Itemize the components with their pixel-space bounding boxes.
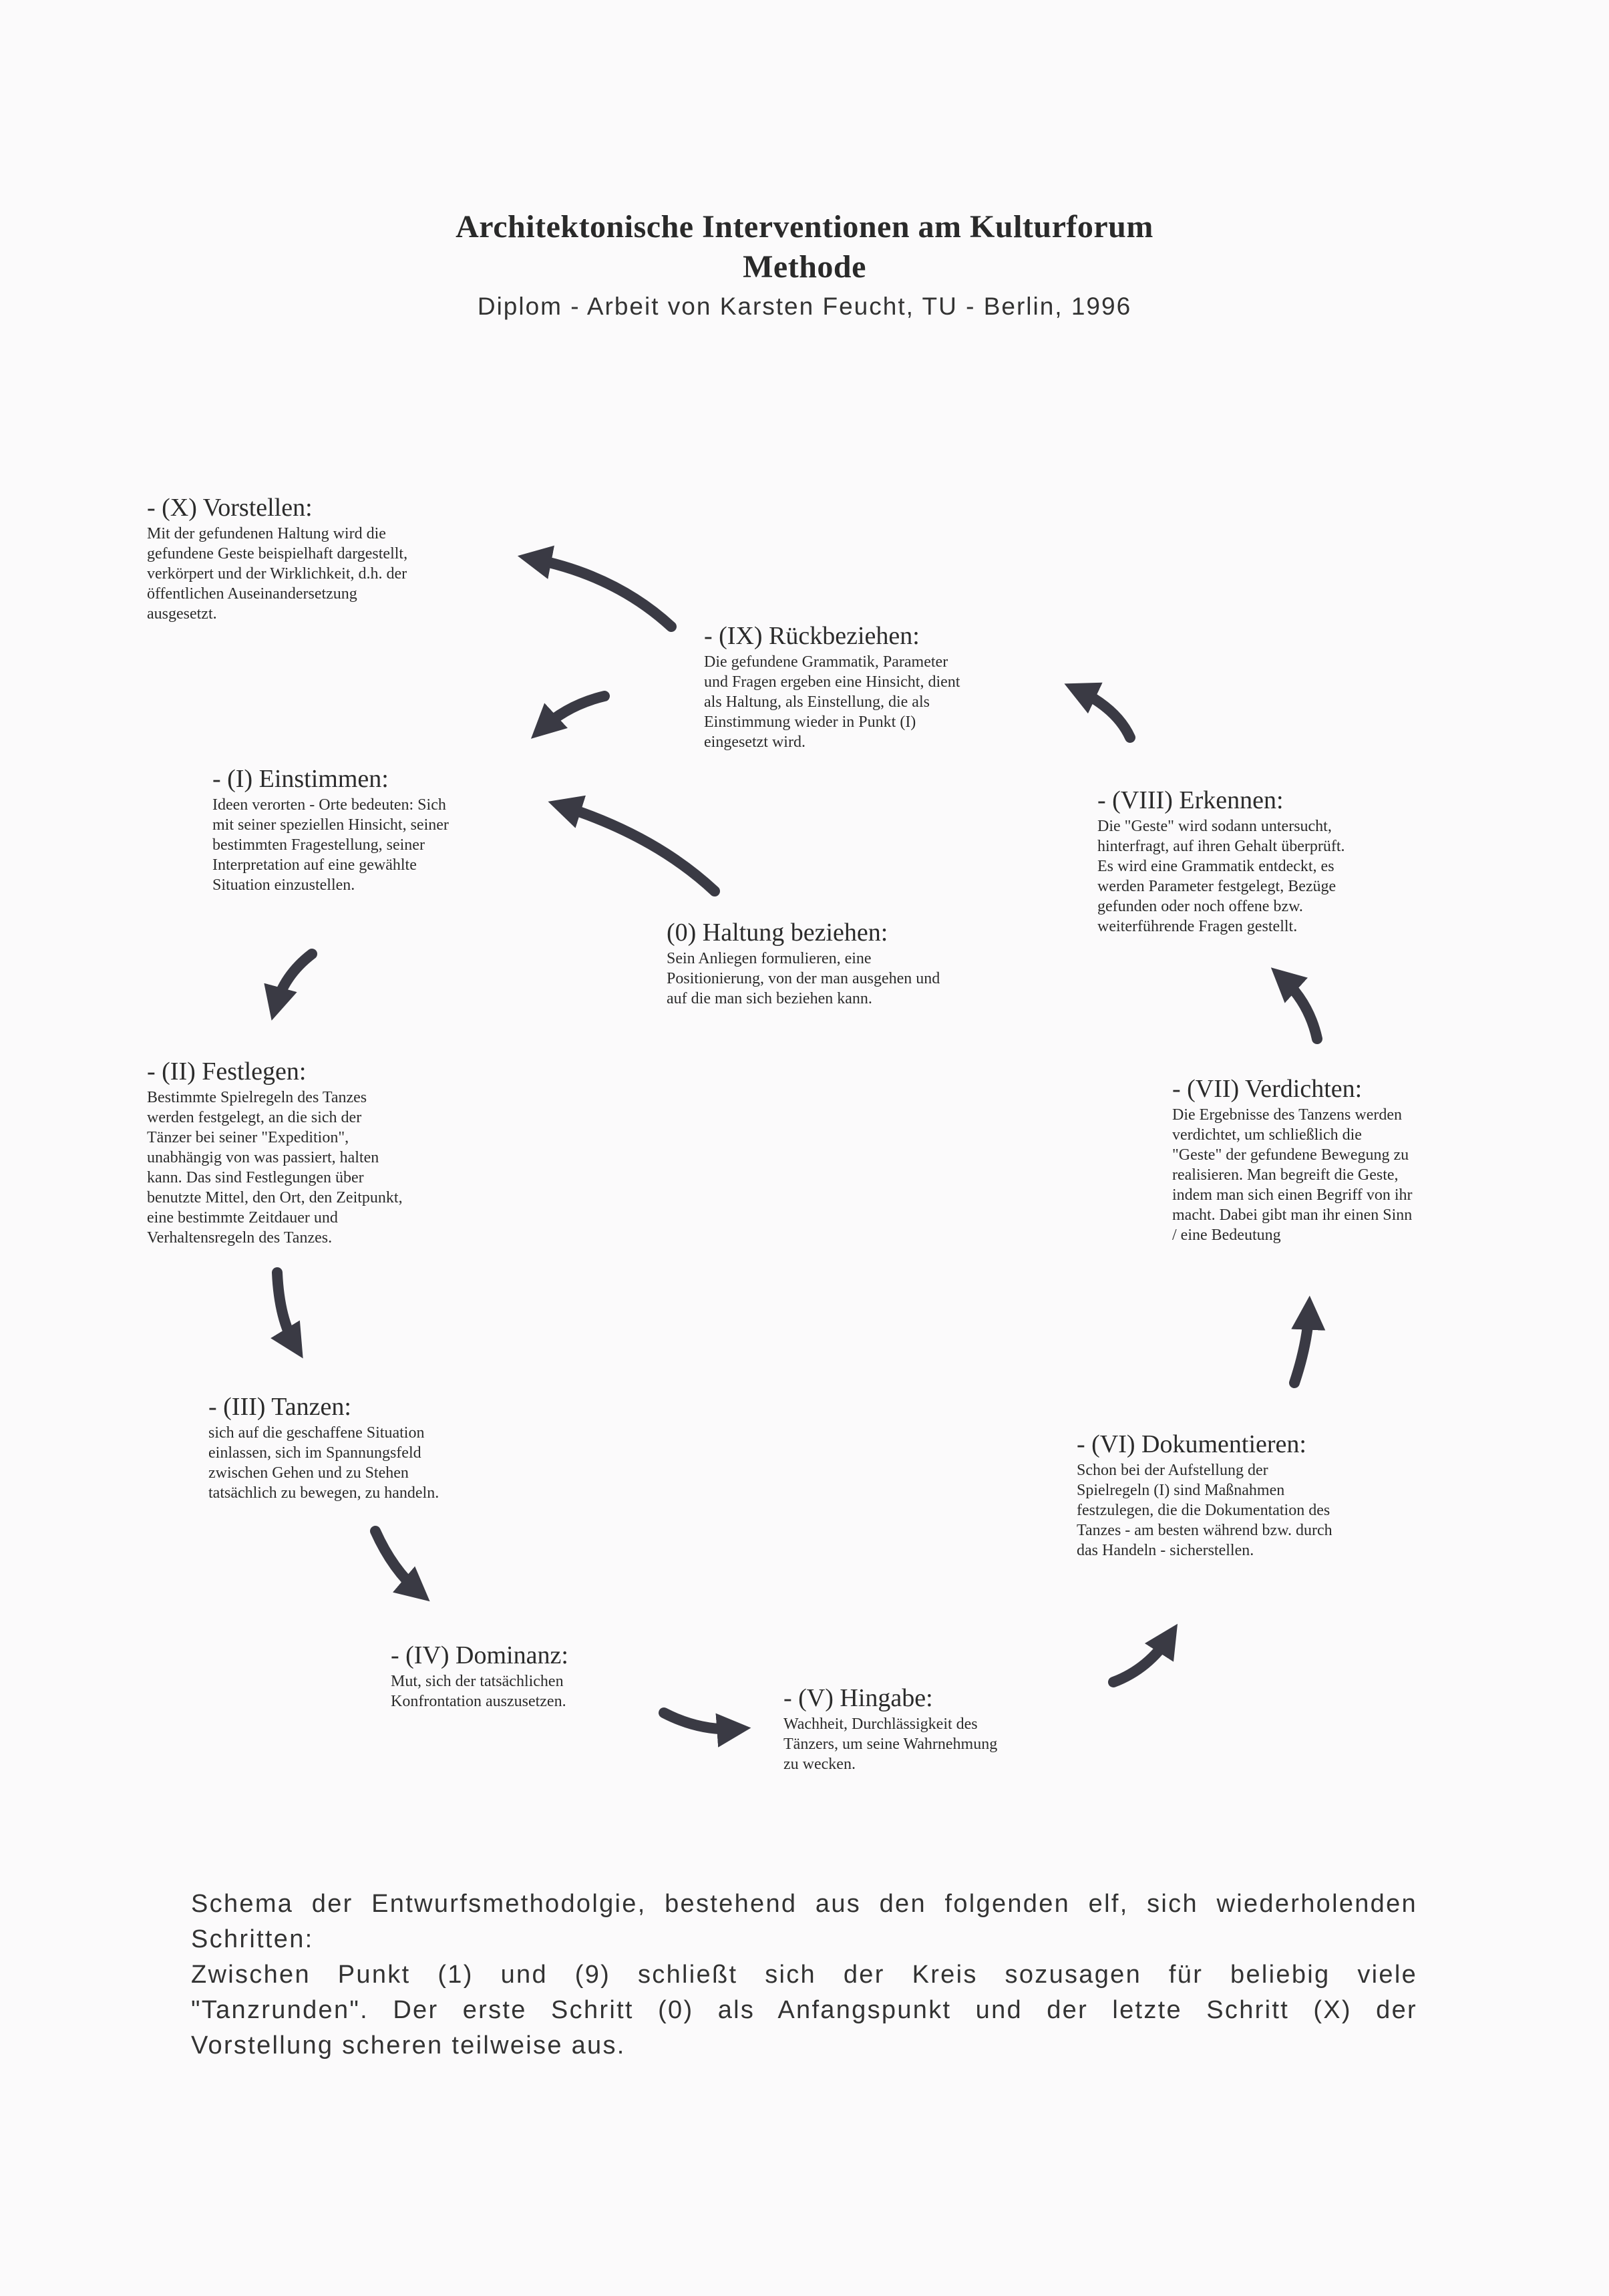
step-heading: - (VI) Dokumentieren:	[1077, 1430, 1306, 1458]
caption-line: Vorstellung scheren teilweise aus.	[191, 2031, 626, 2060]
step-description: Bestimmte Spielregeln des Tanzes werden festgelegt, an die sich der Tänzer bei seiner "Expedition", unabhängig von was passiert, halten kann. Das sind Festlegungen über benutzte Mittel, den Ort, den Zeitpunkt, eine bestimmte Zeitdauer und Verhaltensregeln des Tanzes.	[147, 1089, 403, 1247]
step-description: sich auf die geschaffene Situation einlassen, sich im Spannungsfeld zwischen Gehen und zu Stehen tatsächlich zu bewegen, zu handeln.	[208, 1424, 439, 1502]
step-x-vorstellen	[147, 493, 407, 624]
caption-line: Zwischen Punkt (1) und (9) schließt sich der Kreis sozusagen für beliebig viele	[191, 1961, 1417, 1989]
arrow-ix-to-i	[541, 696, 604, 729]
step-ii-festlegen	[147, 1057, 403, 1248]
step-heading: - (V) Hingabe:	[783, 1684, 933, 1712]
step-viii-erkennen	[1097, 786, 1345, 937]
step-iii-tanzen	[208, 1392, 439, 1503]
caption-line: "Tanzrunden". Der erste Schritt (0) als Anfangspunkt und der letzte Schritt (X) der	[191, 1996, 1417, 2024]
document-title: Architektonische Interventionen am Kulturforum	[456, 209, 1153, 244]
step-heading: - (II) Festlegen:	[147, 1057, 307, 1086]
step-description: Mut, sich der tatsächlichen Konfrontation auszusetzen.	[391, 1673, 566, 1710]
step-i-einstimmen	[212, 764, 449, 895]
step-description: Die Ergebnisse des Tanzens werden verdichtet, um schließlich die "Geste" der gefundene Bewegung zu realisieren. Man begreift die Geste, indem man sich einen Begriff von ihr macht. Dabei gibt man ihr einen Sinn / eine Bedeutung	[1172, 1106, 1413, 1244]
step-heading: - (IX) Rückbeziehen:	[704, 622, 920, 650]
step-heading: - (VII) Verdichten:	[1172, 1075, 1363, 1103]
step-description: Die "Geste" wird sodann untersucht, hinterfragt, auf ihren Gehalt überprüft. Es wird eine Grammatik entdeckt, es werden Parameter festgelegt, Bezüge gefunden oder noch offene bzw. weiterführende Fragen gestellt.	[1097, 818, 1345, 935]
step-description: Die gefundene Grammatik, Parameter und Fragen ergeben eine Hinsicht, dient als Haltung, als Einstellung, die als Einstimmung wieder in Punkt (I) eingesetzt wird.	[704, 653, 960, 751]
arrow-viii-to-ix	[1077, 689, 1130, 737]
document-subtitle-method: Methode	[743, 249, 866, 285]
step-description: Mit der gefundenen Haltung wird die gefundene Geste beispielhaft dargestellt, verkörpert und der Wirklichkeit, d.h. der öffentlichen Auseinandersetzung ausgesetzt.	[147, 525, 408, 623]
arrow-ii-to-iii	[277, 1273, 296, 1347]
arrow-vii-to-viii	[1281, 977, 1317, 1039]
step-heading: - (III) Tanzen:	[208, 1393, 351, 1421]
step-description: Ideen verorten - Orte bedeuten: Sich mit seiner speziellen Hinsicht, seiner bestimmten Fragestellung, seiner Interpretation auf eine gewählte Situation einzustellen.	[212, 796, 449, 894]
step-heading: - (VIII) Erkennen:	[1097, 786, 1284, 814]
arrow-v-to-vi	[1113, 1635, 1170, 1682]
step-description: Wachheit, Durchlässigkeit des Tänzers, um seine Wahrnehmung zu wecken.	[783, 1715, 998, 1773]
arrow-zero-to-i	[561, 806, 715, 891]
caption-line: Schema der Entwurfsmethodolgie, bestehend aus den folgenden elf, sich wiederholenden	[191, 1890, 1417, 1918]
step-heading: - (I) Einstimmen:	[212, 765, 389, 793]
step-vii-verdichten	[1172, 1074, 1412, 1245]
arrow-ix-to-x	[531, 558, 671, 627]
step-vi-dokumentieren	[1077, 1430, 1332, 1561]
step-v-hingabe	[783, 1683, 997, 1774]
step-heading: - (IV) Dominanz:	[391, 1641, 568, 1669]
step-ix-rueckbeziehen	[704, 621, 960, 752]
step-description: Sein Anliegen formulieren, eine Positionierung, von der man ausgehen und auf die man sich beziehen kann.	[667, 950, 940, 1007]
caption-line: Schritten:	[191, 1925, 314, 1953]
arrow-vi-to-vii	[1294, 1309, 1309, 1383]
step-iv-dominanz	[391, 1641, 568, 1711]
arrow-i-to-ii	[275, 954, 312, 1007]
step-0-haltung-beziehen	[667, 918, 940, 1009]
arrow-iii-to-iv	[375, 1531, 419, 1593]
author-line: Diplom - Arbeit von Karsten Feucht, TU - Berlin, 1996	[477, 293, 1132, 320]
schema-caption	[191, 1887, 1417, 2064]
step-heading: - (X) Vorstellen:	[147, 494, 313, 522]
arrow-iv-to-v	[664, 1713, 737, 1730]
step-heading: (0) Haltung beziehen:	[667, 919, 888, 947]
step-description: Schon bei der Aufstellung der Spielregeln (I) sind Maßnahmen festzulegen, die die Dokumentation des Tanzes - am besten während bzw. durch das Handeln - sicherstellen.	[1077, 1462, 1332, 1559]
